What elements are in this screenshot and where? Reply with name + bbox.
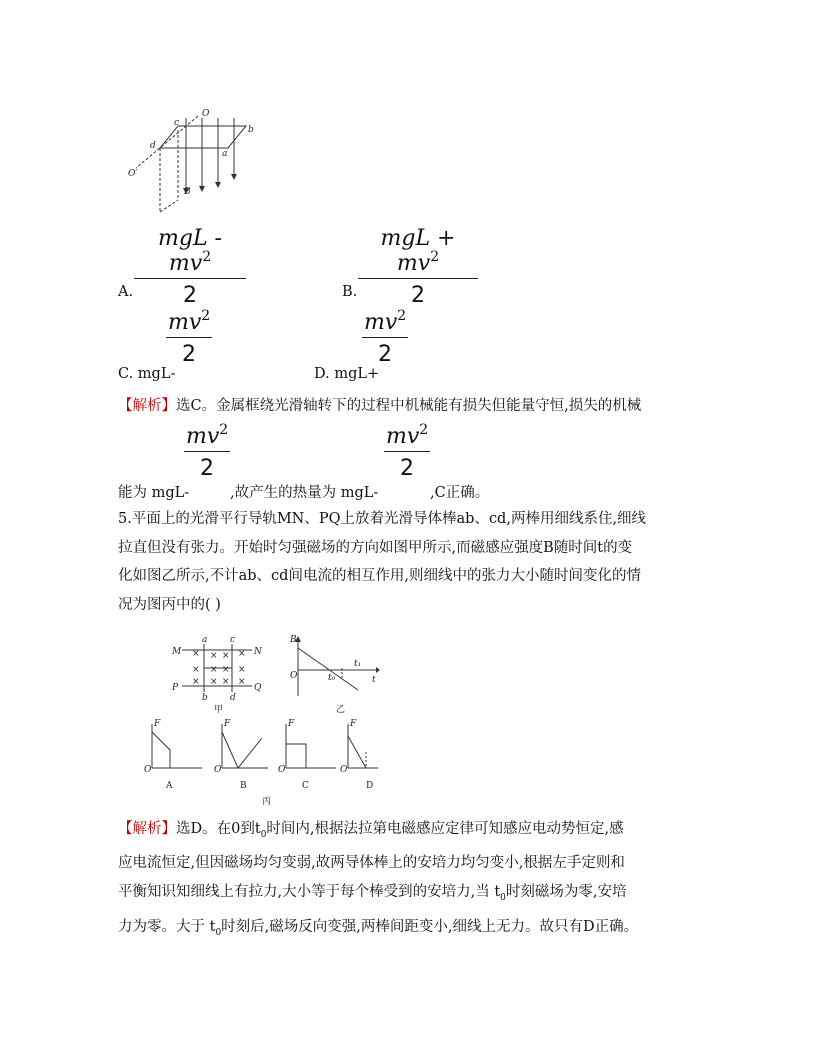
svg-text:×: × (210, 651, 218, 661)
svg-text:×: × (192, 665, 200, 675)
option-c-denominator: 2 (182, 342, 196, 368)
option-b-label: B. (342, 284, 358, 300)
label-d: d (150, 141, 156, 151)
analysis-2: 【解析】选D。在0到$t_0$时间内,根据法拉第电磁感应定律可知感应电动势恒定,感 应电流恒定,但因磁场均匀变弱,故两导体棒上的安培力均匀变小,根据左手定则和 平衡知识知细线上有拉力,大小等于每个棒受到的安培力,当 $t_0$时刻磁场为零,安培 力为零。大于 $t_0$时刻后,磁场反向变强,两棒间距变小,细线上无力。故只有D正确。 (118, 821, 639, 938)
svg-text:c: c (230, 635, 236, 645)
svg-text:b: b (202, 693, 208, 703)
svg-text:O: O (278, 765, 286, 775)
label-O-prime: O′ (128, 169, 138, 179)
analysis1-line2b: ,故产生的热量为 mgL- (230, 485, 379, 501)
label-O: O (202, 109, 210, 119)
option-c-numerator: mv (168, 310, 202, 335)
svg-text:O: O (290, 671, 298, 681)
svg-text:F: F (224, 719, 231, 729)
label-b: b (248, 125, 254, 135)
option-a-numerator: mgL - mv (158, 226, 222, 276)
option-a-label: A. (118, 284, 134, 300)
analysis1-fraction-2: $mv^2$ 2 (386, 422, 429, 482)
option-d-numerator: mv (364, 310, 398, 335)
svg-text:×: × (210, 665, 218, 675)
option-b-numerator: mgL + mv (380, 226, 456, 276)
figure-question-5 (140, 632, 380, 808)
svg-text:Q: Q (254, 683, 262, 693)
analysis1-line2c: ,C正确。 (430, 485, 490, 501)
option-d-label: D. mgL+ (314, 366, 380, 382)
svg-text:d: d (230, 693, 236, 703)
svg-text:F: F (154, 719, 161, 729)
option-d-fraction: $mv^2$ 2 (364, 308, 407, 368)
svg-text:M: M (172, 647, 182, 657)
svg-text:F: F (288, 719, 295, 729)
analysis1-line2a: 能为 mgL- (118, 485, 190, 501)
svg-text:×: × (238, 649, 246, 659)
svg-text:t: t (372, 675, 376, 685)
svg-text:t₀: t₀ (328, 673, 336, 683)
svg-text:×: × (192, 649, 200, 659)
svg-text:O: O (340, 765, 348, 775)
svg-text:D: D (366, 781, 374, 791)
analysis1-fraction-1: $mv^2$ 2 (186, 422, 229, 482)
svg-text:B: B (290, 635, 297, 645)
svg-text:丙: 丙 (262, 797, 272, 807)
analysis-tag-2: 【解析】 (118, 821, 176, 837)
label-B: B (184, 187, 191, 197)
option-b-fraction: mgL + $mv^2$ 2 (358, 226, 478, 308)
svg-text:×: × (222, 677, 230, 687)
svg-text:O: O (214, 765, 222, 775)
svg-text:O: O (144, 765, 152, 775)
option-c-fraction: $mv^2$ 2 (168, 308, 211, 368)
svg-text:×: × (238, 677, 246, 687)
svg-text:×: × (222, 651, 230, 661)
label-c: c (174, 118, 180, 128)
analysis-tag: 【解析】 (118, 398, 176, 414)
option-a-denominator: 2 (183, 283, 197, 309)
svg-text:A: A (166, 781, 173, 791)
svg-text:甲: 甲 (214, 705, 224, 715)
option-d-denominator: 2 (378, 342, 392, 368)
svg-text:N: N (254, 647, 262, 657)
svg-text:乙: 乙 (336, 705, 346, 715)
svg-text:P: P (172, 683, 179, 693)
svg-text:B: B (240, 781, 247, 791)
svg-text:C: C (302, 781, 309, 791)
figure-rotating-frame (128, 104, 268, 216)
option-c-label: C. mgL- (118, 366, 176, 382)
svg-text:×: × (192, 677, 200, 687)
svg-text:×: × (238, 665, 246, 675)
question-5: 5.平面上的光滑平行导轨MN、PQ上放着光滑导体棒ab、cd,两棒用细线系住,细线 拉直但没有张力。开始时匀强磁场的方向如图甲所示,而磁感应强度B随时间t的变 化如图乙所示,不计ab、cd间电流的相互作用,则细线中的张力大小随时间变化的情 况为图丙中的( ) (118, 511, 647, 613)
svg-text:×: × (210, 677, 218, 687)
option-a-fraction: mgL - $mv^2$ 2 (134, 226, 246, 308)
svg-text:×: × (222, 665, 230, 675)
svg-text:F: F (350, 719, 357, 729)
option-b-denominator: 2 (411, 283, 425, 309)
svg-text:a: a (202, 635, 208, 645)
analysis1-line1: 【解析】选C。金属框绕光滑轴转下的过程中机械能有损失但能量守恒,损失的机械 (118, 398, 642, 414)
label-a: a (222, 149, 228, 159)
svg-text:t₁: t₁ (354, 659, 362, 669)
